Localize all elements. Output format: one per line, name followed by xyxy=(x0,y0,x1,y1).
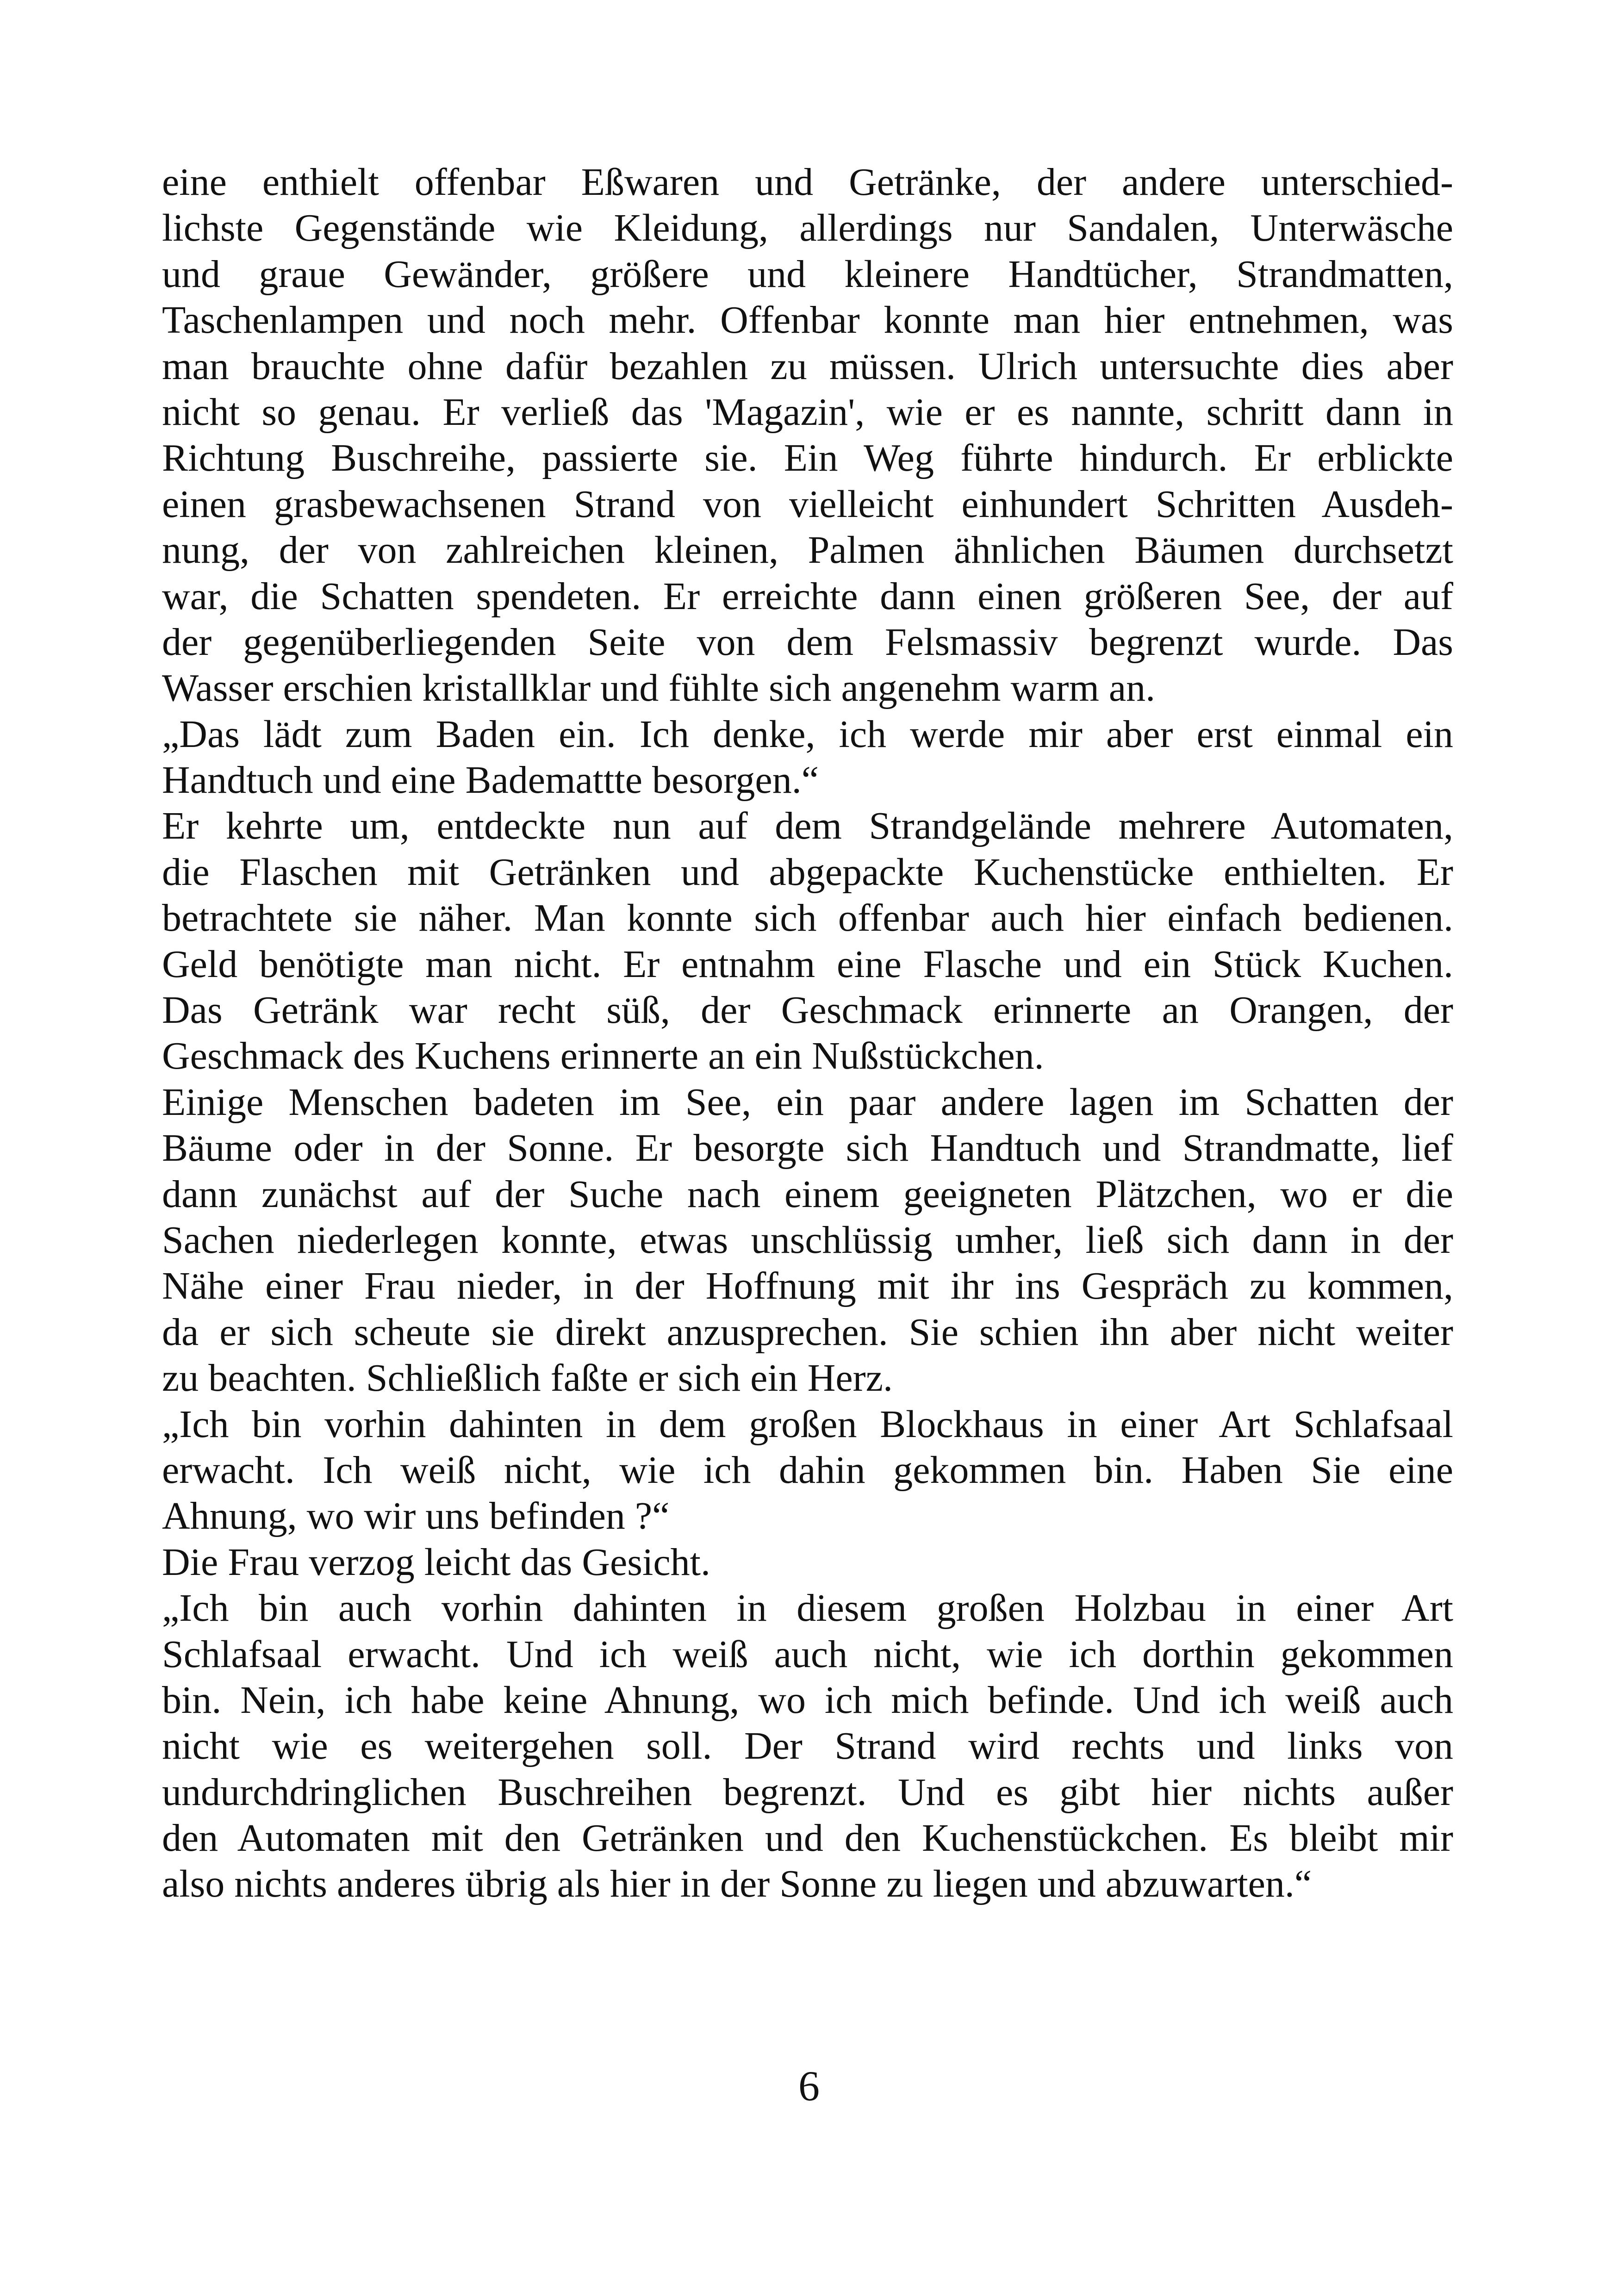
body-text xyxy=(162,159,1453,1907)
text-line: zu beachten. Schließlich faßte er sich ein Herz. xyxy=(162,1356,893,1400)
text-line: Geschmack des Kuchens erinnerte an ein Nußstückchen. xyxy=(162,1034,1044,1078)
text-line: „Ich bin vorhin dahinten in dem großen Blockhaus in einer Art Schlafsaal xyxy=(162,1402,1453,1446)
text-line: undurchdringlichen Buschreihen begrenzt. Und es gibt hier nichts außer xyxy=(162,1770,1453,1814)
text-line: Handtuch und eine Bademattte besorgen.“ xyxy=(162,759,819,802)
text-line: betrachtete sie näher. Man konnte sich offenbar auch hier einfach bedienen. xyxy=(162,896,1453,940)
text-line: die Flaschen mit Getränken und abgepackte Kuchenstücke enthielten. Er xyxy=(162,850,1453,894)
text-line: also nichts anderes übrig als hier in der Sonne zu liegen und abzuwarten.“ xyxy=(162,1862,1312,1906)
text-line: Die Frau verzog leicht das Gesicht. xyxy=(162,1540,710,1584)
text-line: den Automaten mit den Getränken und den Kuchenstückchen. Es bleibt mir xyxy=(162,1817,1453,1860)
text-line: eine enthielt offenbar Eßwaren und Getränke, der andere unterschied- xyxy=(162,161,1453,204)
text-line: bin. Nein, ich habe keine Ahnung, wo ich mich befinde. Und ich weiß auch xyxy=(162,1678,1453,1722)
text-line: Er kehrte um, entdeckte nun auf dem Strandgelände mehrere Automaten, xyxy=(162,804,1453,848)
text-line: Bäume oder in der Sonne. Er besorgte sich Handtuch und Strandmatte, lief xyxy=(162,1126,1453,1170)
text-line: man brauchte ohne dafür bezahlen zu müssen. Ulrich untersuchte dies aber xyxy=(162,344,1453,388)
text-line: Richtung Buschreihe, passierte sie. Ein Weg führte hindurch. Er erblickte xyxy=(162,436,1453,480)
text-line: Sachen niederlegen konnte, etwas unschlüssig umher, ließ sich dann in der xyxy=(162,1218,1453,1262)
text-line: nung, der von zahlreichen kleinen, Palmen ähnlichen Bäumen durchsetzt xyxy=(162,529,1453,572)
text-line: Einige Menschen badeten im See, ein paar andere lagen im Schatten der xyxy=(162,1080,1453,1124)
text-line: nicht so genau. Er verließ das 'Magazin', wie er es nannte, schritt dann in xyxy=(162,390,1453,434)
text-line: der gegenüberliegenden Seite von dem Felsmassiv begrenzt wurde. Das xyxy=(162,620,1453,664)
text-line: Schlafsaal erwacht. Und ich weiß auch nicht, wie ich dorthin gekommen xyxy=(162,1632,1453,1676)
text-line: Taschenlampen und noch mehr. Offenbar konnte man hier entnehmen, was xyxy=(162,299,1453,342)
text-line: „Ich bin auch vorhin dahinten in diesem großen Holzbau in einer Art xyxy=(162,1587,1453,1630)
text-line: lichste Gegenstände wie Kleidung, allerdings nur Sandalen, Unterwäsche xyxy=(162,206,1453,250)
text-line: da er sich scheute sie direkt anzusprechen. Sie schien ihn aber nicht weiter xyxy=(162,1310,1453,1354)
text-line: war, die Schatten spendeten. Er erreichte dann einen größeren See, der auf xyxy=(162,574,1453,618)
page-number: 6 xyxy=(798,2062,820,2109)
text-line: Geld benötigte man nicht. Er entnahm eine Flasche und ein Stück Kuchen. xyxy=(162,942,1453,986)
text-line: Wasser erschien kristallklar und fühlte sich angenehm warm an. xyxy=(162,666,1156,710)
text-line: einen grasbewachsenen Strand von vielleicht einhundert Schritten Ausdeh- xyxy=(162,482,1453,526)
text-line: Ahnung, wo wir uns befinden ?“ xyxy=(162,1494,670,1538)
text-line: Das Getränk war recht süß, der Geschmack erinnerte an Orangen, der xyxy=(162,989,1453,1032)
text-line: Nähe einer Frau nieder, in der Hoffnung mit ihr ins Gespräch zu kommen, xyxy=(162,1264,1453,1308)
text-line: nicht wie es weitergehen soll. Der Strand wird rechts und links von xyxy=(162,1724,1453,1768)
text-line: „Das lädt zum Baden ein. Ich denke, ich werde mir aber erst einmal ein xyxy=(162,712,1453,756)
text-line: erwacht. Ich weiß nicht, wie ich dahin gekommen bin. Haben Sie eine xyxy=(162,1448,1453,1492)
text-line: und graue Gewänder, größere und kleinere Handtücher, Strandmatten, xyxy=(162,252,1453,296)
text-line: dann zunächst auf der Suche nach einem geeigneten Plätzchen, wo er die xyxy=(162,1172,1453,1216)
